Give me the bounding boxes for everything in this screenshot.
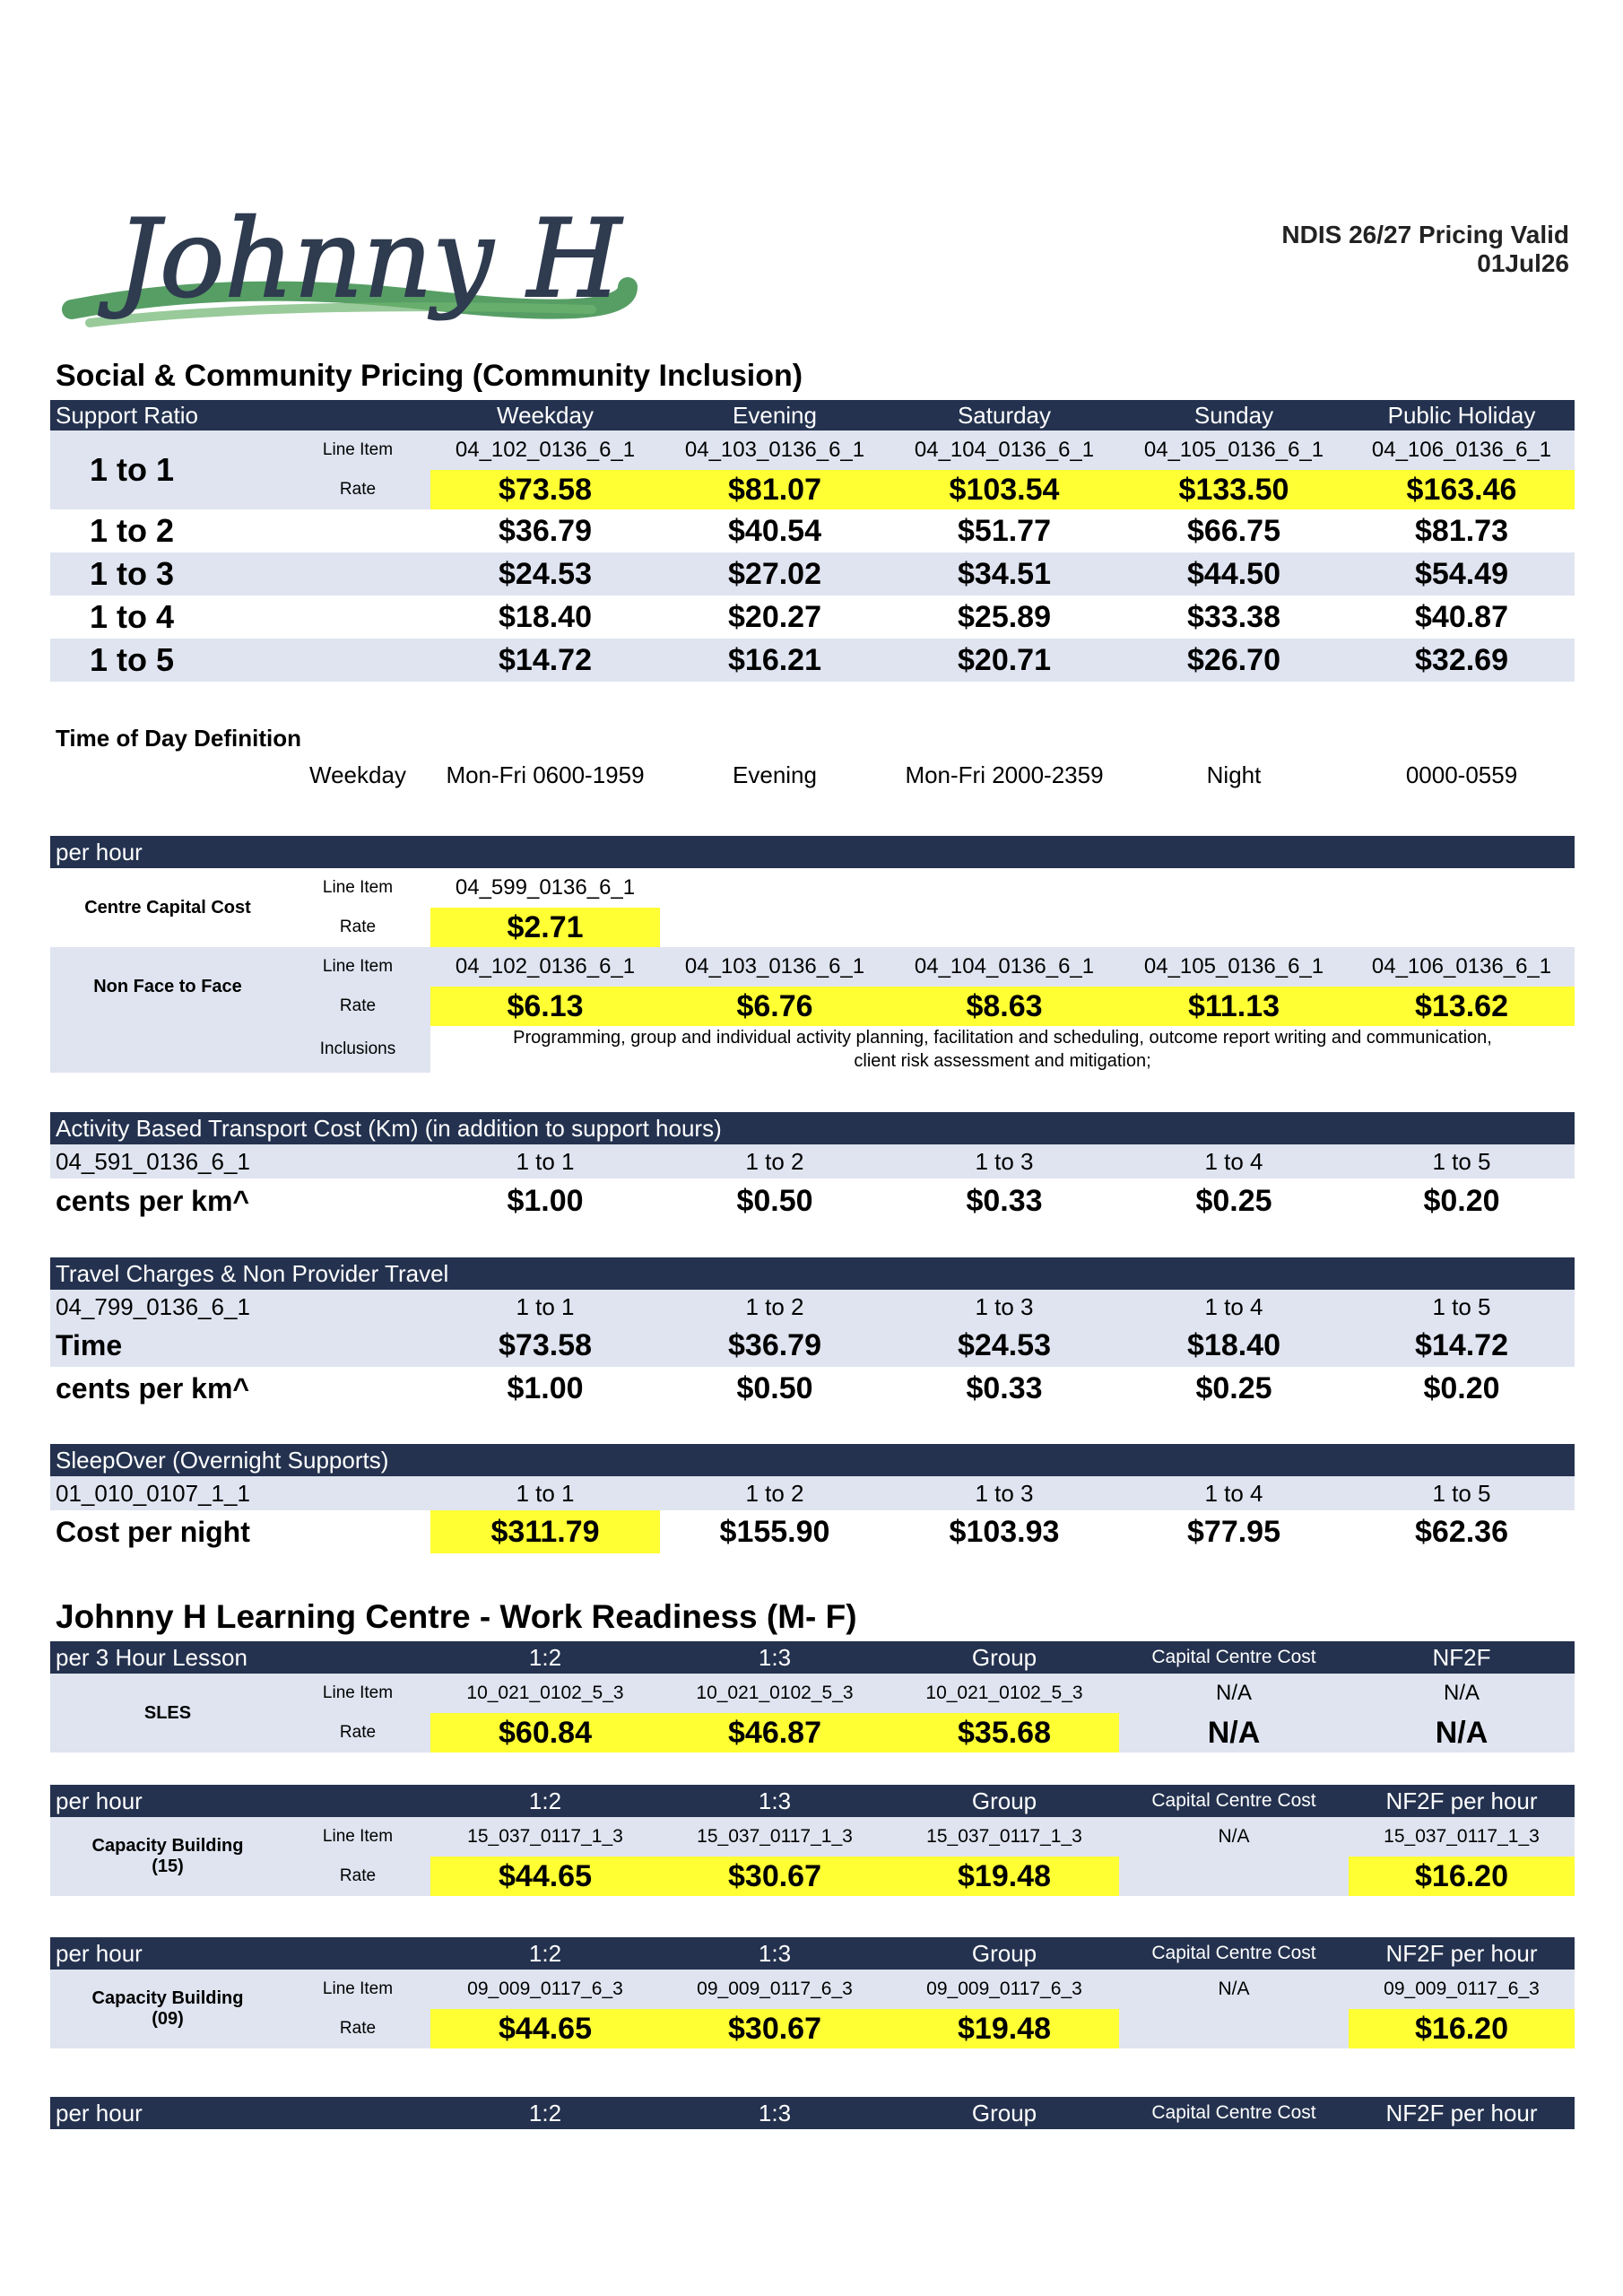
sleepover-ratio-row <box>50 1476 1575 1510</box>
transport-value-row <box>50 1178 1575 1223</box>
cb09-label: Capacity Building (09) <box>91 1988 244 2029</box>
rate-value: $62.36 <box>1415 1514 1508 1549</box>
rate-label: Rate <box>339 480 377 499</box>
centre-capital-row <box>50 868 1575 947</box>
line-item-label: Line Item <box>322 957 394 976</box>
cb15-header <box>50 1785 1575 1817</box>
col-header: 1:2 <box>528 1787 562 1814</box>
line-item-label: Line Item <box>322 1683 394 1702</box>
rate-value: $0.20 <box>1423 1370 1500 1405</box>
time-range: Mon-Fri 2000-2359 <box>905 761 1104 788</box>
rate-label: Rate <box>339 1723 377 1742</box>
cb15-label: Capacity Building (15) <box>91 1836 244 1876</box>
rate-value: $34.51 <box>958 556 1051 591</box>
ratio-row-1to1 <box>50 430 1575 509</box>
time-period: Weekday <box>309 761 406 788</box>
col-header: 1:2 <box>528 2099 562 2126</box>
rate-value: $6.13 <box>430 987 660 1026</box>
johnny-h-logo <box>54 144 646 359</box>
rate-value: $18.40 <box>1187 1327 1280 1362</box>
line-item-code: 04_599_0136_6_1 <box>455 875 636 900</box>
rate-value: $30.67 <box>660 1857 890 1896</box>
rate-value: $44.65 <box>430 2009 660 2048</box>
per-hour-table <box>50 836 1575 1073</box>
ratio-row-1to2 <box>50 509 1575 552</box>
weekday-header: Weekday <box>497 401 594 429</box>
ratio-label: 1 to 1 <box>516 1147 575 1175</box>
col-header: NF2F per hour <box>1385 2099 1538 2126</box>
line-item-label: Line Item <box>322 440 394 459</box>
sles-row <box>50 1674 1575 1752</box>
inclusions-line: client risk assessment and mitigation; <box>854 1051 1151 1071</box>
per-hour-label: per hour <box>56 838 143 865</box>
cb15-header-label: per hour <box>56 1787 143 1814</box>
rate-value: $20.27 <box>728 599 821 634</box>
capacity-building-09-table <box>50 1937 1575 2048</box>
cb09-row <box>50 1970 1575 2048</box>
rate-value: $60.84 <box>430 1713 660 1752</box>
line-item-code: 09_009_0117_6_3 <box>467 1979 623 1999</box>
line-item-code: N/A <box>1218 1826 1250 1847</box>
evening-header: Evening <box>733 401 817 429</box>
ratio-label: 1 to 1 <box>516 1292 575 1320</box>
rate-value: $8.63 <box>890 987 1119 1026</box>
travel-km-row <box>50 1367 1575 1410</box>
line-item-code: 04_102_0136_6_1 <box>455 954 636 978</box>
ratio-label: 1 to 3 <box>90 555 175 592</box>
line-item-code: 04_104_0136_6_1 <box>914 438 1095 462</box>
time-range: 0000-0559 <box>1405 761 1518 788</box>
line-item-code: 10_021_0102_5_3 <box>466 1683 624 1703</box>
rate-value: $66.75 <box>1187 513 1280 548</box>
cb15-row <box>50 1817 1575 1896</box>
rate-value: $81.73 <box>1415 513 1508 548</box>
rate-value: $1.00 <box>507 1183 584 1218</box>
ratio-label: 1 to 4 <box>1204 1147 1263 1175</box>
inclusions-line: Programming, group and individual activity planning, facilitation and scheduling, outcome report writing and communication, <box>513 1028 1492 1048</box>
col-header: 1:2 <box>528 1939 562 1967</box>
rate-value: N/A <box>1207 1715 1261 1750</box>
rate-value: $27.02 <box>728 556 821 591</box>
rate-value: $0.20 <box>1423 1183 1500 1218</box>
col-header: Group <box>971 1939 1037 1967</box>
line-item-code: 09_009_0117_6_3 <box>697 1979 853 1999</box>
col-header: Capital Centre Cost <box>1151 1647 1316 1667</box>
rate-value: $44.50 <box>1187 556 1280 591</box>
rate-value: $32.69 <box>1415 642 1508 677</box>
last-header <box>50 2097 1575 2129</box>
community-table <box>50 400 1575 682</box>
transport-ratio-row <box>50 1144 1575 1178</box>
rate-value: $0.50 <box>736 1183 813 1218</box>
line-item-code: 09_009_0117_6_3 <box>1384 1979 1540 1999</box>
col-header: Capital Centre Cost <box>1151 2102 1316 2123</box>
ratio-label: 1 to 4 <box>90 598 175 635</box>
rate-value: $0.33 <box>966 1183 1043 1218</box>
rate-value: $36.79 <box>499 513 592 548</box>
travel-ratio-row <box>50 1290 1575 1324</box>
rate-value: $26.70 <box>1187 642 1280 677</box>
line-item-label: Line Item <box>322 878 394 897</box>
line-item-code: N/A <box>1215 1681 1252 1705</box>
col-header: Group <box>971 2099 1037 2126</box>
sleepover-value-row <box>50 1510 1575 1553</box>
non-face-to-face-row <box>50 947 1575 1073</box>
capacity-building-15-table <box>50 1785 1575 1896</box>
line-item-label: Line Item <box>322 1979 394 1998</box>
centre-capital-label: Centre Capital Cost <box>84 897 251 918</box>
ratio-label: 1 to 5 <box>90 641 175 678</box>
rate-value: $19.48 <box>890 2009 1119 2048</box>
ratio-label: 1 to 5 <box>1432 1147 1491 1175</box>
col-header: Capital Centre Cost <box>1151 1790 1316 1811</box>
travel-table <box>50 1257 1575 1410</box>
col-header: NF2F per hour <box>1385 1787 1538 1814</box>
rate-value: $44.65 <box>430 1857 660 1896</box>
rate-value: $0.25 <box>1195 1370 1272 1405</box>
col-header: Group <box>971 1787 1037 1814</box>
line-item-code: 04_103_0136_6_1 <box>684 438 865 462</box>
rate-value: $0.50 <box>736 1370 813 1405</box>
travel-code: 04_799_0136_6_1 <box>56 1292 250 1320</box>
time-label: Time <box>56 1328 123 1361</box>
sleepover-table <box>50 1444 1575 1553</box>
line-item-code: 10_021_0102_5_3 <box>696 1683 854 1703</box>
rate-label: Rate <box>339 1866 377 1885</box>
rate-value: $163.46 <box>1349 470 1575 509</box>
time-period: Evening <box>733 761 817 788</box>
col-header: 1:3 <box>758 1787 792 1814</box>
cents-per-km-label: cents per km^ <box>56 1371 250 1405</box>
line-item-code: 09_009_0117_6_3 <box>926 1979 1082 1999</box>
col-header: Group <box>971 1643 1037 1671</box>
sleepover-code: 01_010_0107_1_1 <box>56 1479 250 1507</box>
support-ratio-header: Support Ratio <box>56 401 198 429</box>
ratio-label: 1 to 3 <box>975 1292 1034 1320</box>
rate-value: $30.67 <box>660 2009 890 2048</box>
rate-value: $16.20 <box>1349 2009 1575 2048</box>
line-item-code: 04_106_0136_6_1 <box>1371 438 1552 462</box>
saturday-header: Saturday <box>957 401 1052 429</box>
rate-value: $33.38 <box>1187 599 1280 634</box>
sleepover-title: SleepOver (Overnight Supports) <box>56 1446 389 1474</box>
ratio-label: 1 to 1 <box>90 451 175 488</box>
learning-centre-title: Johnny H Learning Centre - Work Readiness (M- F) <box>56 1598 857 1635</box>
rate-value: $311.79 <box>430 1510 660 1553</box>
transport-code: 04_591_0136_6_1 <box>56 1147 250 1175</box>
line-item-label: Line Item <box>322 1827 394 1846</box>
rate-value: $103.93 <box>949 1514 1060 1549</box>
ratio-label: 1 to 1 <box>516 1479 575 1507</box>
ratio-row-1to4 <box>50 596 1575 639</box>
col-header: 1:3 <box>758 2099 792 2126</box>
nf2f-label: Non Face to Face <box>93 976 242 996</box>
travel-time-row <box>50 1324 1575 1367</box>
rate-value: $11.13 <box>1119 987 1349 1026</box>
per-hour-header <box>50 836 1575 868</box>
time-of-day-row <box>50 755 1575 795</box>
sles-header <box>50 1641 1575 1674</box>
ratio-label: 1 to 2 <box>90 512 175 549</box>
ratio-label: 1 to 3 <box>975 1479 1034 1507</box>
line-item-code: N/A <box>1443 1681 1480 1705</box>
sles-table <box>50 1641 1575 1752</box>
cents-per-km-label: cents per km^ <box>56 1184 250 1217</box>
line-item-code: 15_037_0117_1_3 <box>1384 1826 1540 1847</box>
rate-value: $16.21 <box>728 642 821 677</box>
col-header: NF2F per hour <box>1385 1939 1538 1967</box>
transport-header <box>50 1112 1575 1144</box>
sles-label: SLES <box>143 1702 192 1723</box>
travel-title: Travel Charges & Non Provider Travel <box>56 1259 449 1287</box>
rate-value: $24.53 <box>958 1327 1051 1362</box>
inclusions-text <box>430 1026 1575 1073</box>
time-period: Night <box>1206 761 1262 788</box>
ratio-label: 1 to 5 <box>1432 1292 1491 1320</box>
public-holiday-header: Public Holiday <box>1387 401 1536 429</box>
col-header: NF2F <box>1432 1643 1491 1671</box>
rate-value: $103.54 <box>890 470 1119 509</box>
cb09-header <box>50 1937 1575 1970</box>
sunday-header: Sunday <box>1193 401 1274 429</box>
ratio-label: 1 to 2 <box>745 1479 804 1507</box>
rate-value: $0.33 <box>966 1370 1043 1405</box>
rate-value: $133.50 <box>1119 470 1349 509</box>
community-title: Social & Community Pricing (Community Inclusion) <box>56 359 803 393</box>
community-header-row <box>50 400 1575 430</box>
rate-value: $14.72 <box>499 642 592 677</box>
last-header-label: per hour <box>56 2099 143 2126</box>
rate-value: $2.71 <box>430 908 660 947</box>
rate-value: $77.95 <box>1187 1514 1280 1549</box>
rate-value: $24.53 <box>499 556 592 591</box>
ratio-row-1to3 <box>50 552 1575 596</box>
col-header: 1:2 <box>528 1643 562 1671</box>
col-header: 1:3 <box>758 1939 792 1967</box>
line-item-code: 04_105_0136_6_1 <box>1143 954 1324 978</box>
rate-value: $46.87 <box>660 1713 890 1752</box>
rate-value: $1.00 <box>507 1370 584 1405</box>
line-item-code: 04_105_0136_6_1 <box>1143 438 1324 462</box>
ratio-label: 1 to 4 <box>1204 1292 1263 1320</box>
rate-value: $0.25 <box>1195 1183 1272 1218</box>
rate-value: $54.49 <box>1415 556 1508 591</box>
pricing-validity: NDIS 26/27 Pricing Valid 01Jul26 <box>1281 221 1569 277</box>
rate-value: $35.68 <box>890 1713 1119 1752</box>
sles-header-label: per 3 Hour Lesson <box>56 1643 247 1671</box>
rate-value: $155.90 <box>719 1514 830 1549</box>
rate-value: $73.58 <box>430 470 660 509</box>
time-range: Mon-Fri 0600-1959 <box>446 761 645 788</box>
line-item-code: 15_037_0117_1_3 <box>697 1826 853 1847</box>
ratio-label: 1 to 3 <box>975 1147 1034 1175</box>
rate-value: $40.54 <box>728 513 821 548</box>
rate-value: $51.77 <box>958 513 1051 548</box>
ratio-label: 1 to 2 <box>745 1292 804 1320</box>
line-item-code: 15_037_0117_1_3 <box>467 1826 623 1847</box>
rate-value: $13.62 <box>1349 987 1575 1026</box>
rate-value: $81.07 <box>660 470 890 509</box>
rate-value: $36.79 <box>728 1327 821 1362</box>
rate-value: $25.89 <box>958 599 1051 634</box>
sleepover-header <box>50 1444 1575 1476</box>
line-item-code: 04_102_0136_6_1 <box>455 438 636 462</box>
rate-label: Rate <box>339 996 377 1015</box>
ratio-row-1to5 <box>50 639 1575 682</box>
rate-label: Rate <box>339 918 377 936</box>
rate-value: $14.72 <box>1415 1327 1508 1362</box>
col-header: 1:3 <box>758 1643 792 1671</box>
rate-value: $73.58 <box>499 1327 592 1362</box>
travel-header <box>50 1257 1575 1290</box>
rate-value: $6.76 <box>660 987 890 1026</box>
rate-value: N/A <box>1435 1715 1488 1750</box>
col-header: Capital Centre Cost <box>1151 1943 1316 1963</box>
rate-value: $18.40 <box>499 599 592 634</box>
transport-title: Activity Based Transport Cost (Km) (in addition to support hours) <box>56 1114 722 1142</box>
rate-value: $16.20 <box>1349 1857 1575 1896</box>
line-item-code: 15_037_0117_1_3 <box>926 1826 1082 1847</box>
rate-label: Rate <box>339 2019 377 2038</box>
line-item-code: 04_103_0136_6_1 <box>684 954 865 978</box>
line-item-code: 10_021_0102_5_3 <box>925 1683 1083 1703</box>
cb09-header-label: per hour <box>56 1939 143 1967</box>
transport-table <box>50 1112 1575 1223</box>
line-item-code: N/A <box>1218 1979 1250 1999</box>
line-item-code: 04_106_0136_6_1 <box>1371 954 1552 978</box>
rate-value: $19.48 <box>890 1857 1119 1896</box>
ratio-label: 1 to 5 <box>1432 1479 1491 1507</box>
last-table <box>50 2097 1575 2129</box>
ratio-label: 1 to 4 <box>1204 1479 1263 1507</box>
line-item-code: 04_104_0136_6_1 <box>914 954 1095 978</box>
inclusions-label: Inclusions <box>319 1039 396 1058</box>
rate-value: $40.87 <box>1415 599 1508 634</box>
time-of-day-title: Time of Day Definition <box>56 725 301 752</box>
svg-text:Johnny H: Johnny H <box>117 197 621 322</box>
cost-per-night-label: Cost per night <box>56 1515 250 1548</box>
ratio-label: 1 to 2 <box>745 1147 804 1175</box>
rate-value: $20.71 <box>958 642 1051 677</box>
